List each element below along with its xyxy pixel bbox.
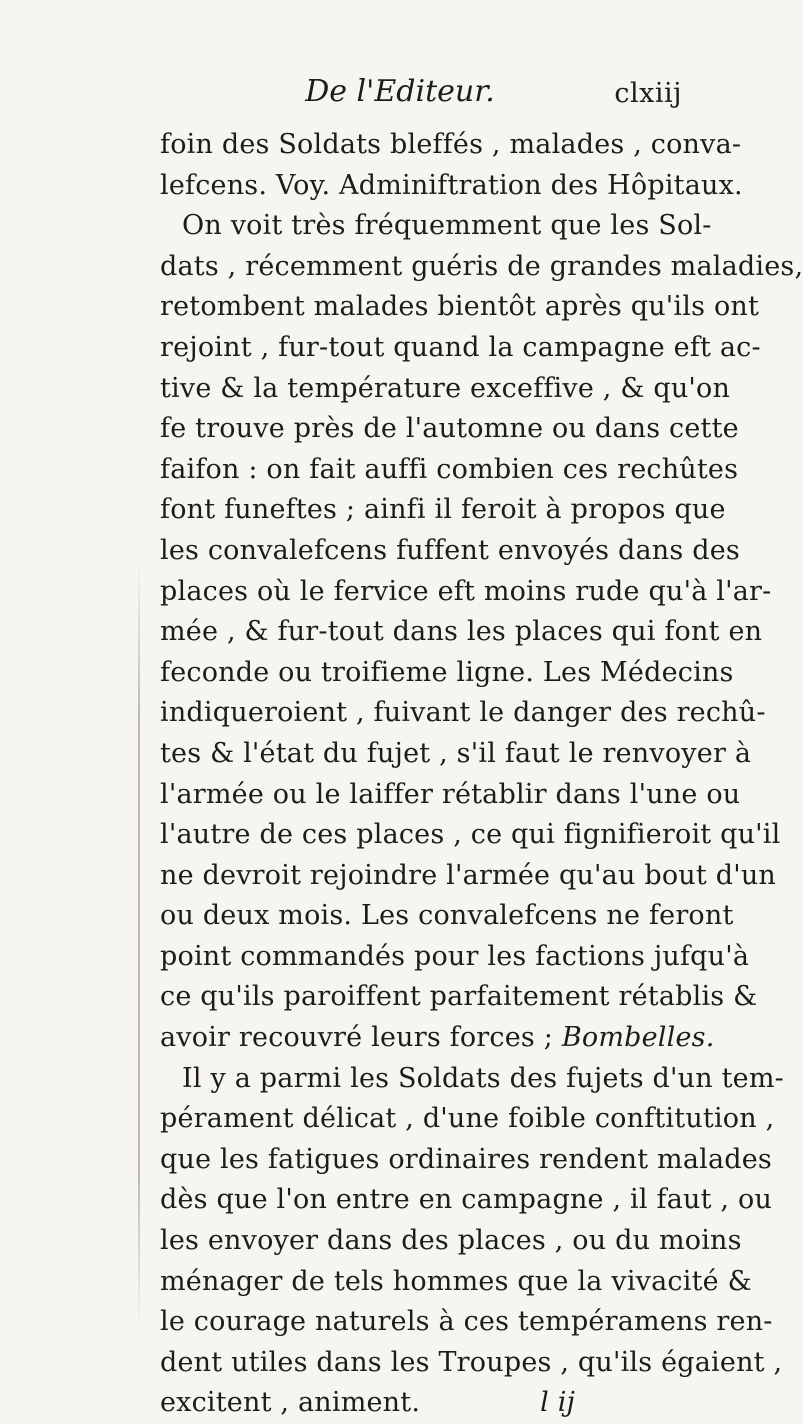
page-number: clxiij	[614, 78, 682, 109]
text-line: avoir recouvré leurs forces ;	[160, 1022, 554, 1054]
text-line: Il y a parmi les Soldats des fujets d'un tem-	[182, 1062, 784, 1094]
text-line: fe trouve près de l'automne ou dans cette	[160, 413, 739, 445]
text-line: ou deux mois. Les convalefcens ne feront	[160, 900, 734, 932]
signature-mark: l ij	[540, 1387, 576, 1419]
text-line: indiqueroient , fuivant le danger des rechû-	[160, 697, 766, 729]
text-line: ménager de tels hommes que la vivacité &	[160, 1265, 752, 1297]
text-line: l'autre de ces places , ce qui fignifieroit qu'il	[160, 819, 781, 851]
text-line: faifon : on fait auffi combien ces rechûtes	[160, 453, 739, 485]
text-line: pérament délicat , d'une foible conftitution ,	[160, 1103, 775, 1135]
running-header	[0, 74, 800, 118]
text-line: rejoint , fur-tout quand la campagne eft ac-	[160, 331, 761, 363]
text-line: les envoyer dans des places , ou du moins	[160, 1225, 742, 1257]
text-line: l'armée ou le laiffer rétablir dans l'une ou	[160, 778, 741, 810]
body-text	[160, 125, 803, 1424]
text-line-with-signature	[160, 1383, 800, 1424]
citation: Bombelles.	[561, 1022, 715, 1054]
text-line: le courage naturels à ces tempéramens ren-	[160, 1306, 773, 1338]
text-line: feconde ou troifieme ligne. Les Médecins	[160, 656, 734, 688]
text-line: ce qu'ils paroiffent parfaitement rétablis &	[160, 981, 758, 1013]
text-line: point commandés pour les factions jufqu'à	[160, 940, 750, 972]
text-line: On voit très fréquemment que les Sol-	[182, 210, 712, 242]
text-line: retombent malades bientôt après qu'ils ont	[160, 291, 760, 323]
text-line: tive & la température exceffive , & qu'on	[160, 372, 731, 404]
text-line: ne devroit rejoindre l'armée qu'au bout d'un	[160, 859, 776, 891]
text-line: dats , récemment guéris de grandes maladies,	[160, 250, 803, 282]
text-line: mée , & fur-tout dans les places qui font en	[160, 616, 763, 648]
text-line: font funeftes ; ainfi il feroit à propos que	[160, 494, 726, 526]
running-title: De l'Editeur.	[305, 74, 495, 109]
text-line: que les fatigues ordinaires rendent malades	[160, 1143, 772, 1175]
text-line: dent utiles dans les Troupes , qu'ils égaient ,	[160, 1346, 783, 1378]
binding-shadow	[138, 560, 140, 1330]
text-line: places où le fervice eft moins rude qu'à l'ar-	[160, 575, 772, 607]
text-line: dès que l'on entre en campagne , il faut , ou	[160, 1184, 773, 1216]
text-line: tes & l'état du fujet , s'il faut le renvoyer à	[160, 737, 752, 769]
text-line: les convalefcens fuffent envoyés dans des	[160, 534, 740, 566]
text-line-with-citation	[160, 1018, 800, 1059]
text-line: excitent , animent.	[160, 1387, 421, 1419]
text-line: lefcens. Voy. Adminiftration des Hôpitaux.	[160, 169, 743, 201]
text-line: foin des Soldats bleffés , malades , conva-	[160, 129, 742, 160]
